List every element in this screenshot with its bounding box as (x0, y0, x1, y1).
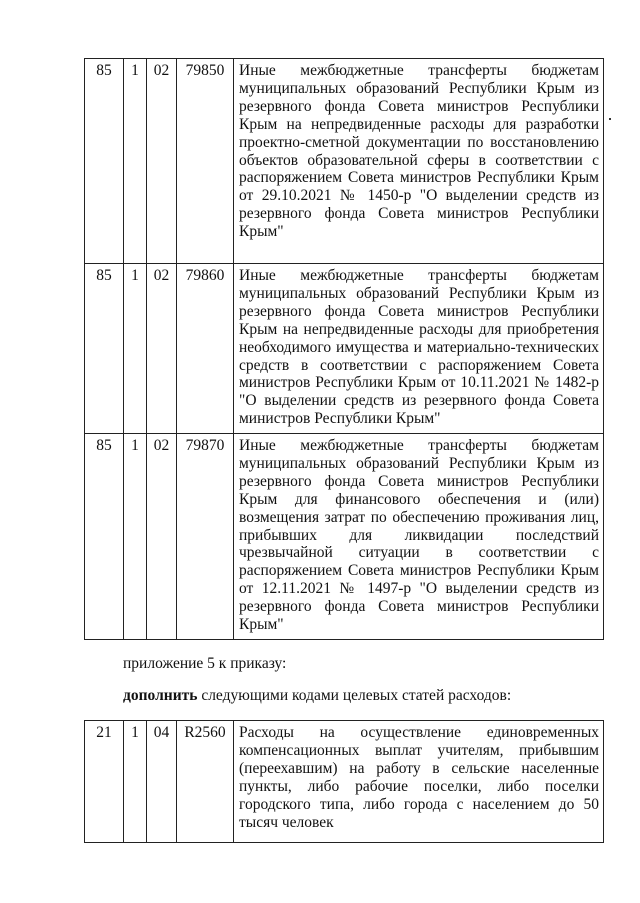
code-cell-3: 02 (147, 59, 177, 264)
code-cell-3: 04 (147, 721, 177, 843)
table-row (85, 59, 604, 264)
instruction-note (123, 687, 511, 705)
code-cell-2: 1 (124, 59, 147, 264)
code-cell-4: 79870 (177, 434, 234, 640)
code-cell-4: 79850 (177, 59, 234, 264)
table-row (85, 434, 604, 640)
table-row (85, 721, 604, 843)
instruction-bold: дополнить (123, 687, 198, 704)
code-cell-2: 1 (124, 434, 147, 640)
code-cell-1: 85 (85, 59, 124, 264)
code-cell-2: 1 (124, 721, 147, 843)
scan-speck (609, 118, 611, 120)
budget-codes-table-1 (84, 58, 604, 640)
code-cell-1: 21 (85, 721, 124, 843)
description-cell: Иные межбюджетные трансферты бюджетам муниципальных образований Республики Крым из резервного фонда Совета министров Республики Крым на непредвиденные расходы для приобретения необходимого имущества и материально-технических средств в соответствии с распоряжением Совета министров Республики Крым от 10.11.2021 № 1482-р "О выделении средств из резервного фонда Совета министров Республики Крым" (234, 264, 604, 434)
appendix-note: приложение 5 к приказу: (123, 655, 287, 672)
description-cell: Расходы на осуществление единовременных компенсационных выплат учителям, прибывшим (переехавшим) на работу в сельские населенные пункты, либо рабочие поселки, либо поселки городского типа, либо города с населением до 50 тысяч человек (234, 721, 604, 843)
budget-codes-table-2 (84, 720, 604, 843)
code-cell-1: 85 (85, 264, 124, 434)
instruction-rest: следующими кодами целевых статей расходов: (197, 687, 512, 704)
code-cell-2: 1 (124, 264, 147, 434)
description-cell: Иные межбюджетные трансферты бюджетам муниципальных образований Республики Крым из резервного фонда Совета министров Республики Крым на непредвиденные расходы для разработки проектно-сметной документации по восстановлению объектов образовательной сферы в соответствии с распоряжением Совета министров Республики Крым от 29.10.2021 № 1450-р "О выделении средств из резервного фонда Совета министров Республики Крым" (234, 59, 604, 264)
code-cell-3: 02 (147, 434, 177, 640)
code-cell-4: 79860 (177, 264, 234, 434)
code-cell-4: R2560 (177, 721, 234, 843)
table-row (85, 264, 604, 434)
code-cell-3: 02 (147, 264, 177, 434)
description-cell: Иные межбюджетные трансферты бюджетам муниципальных образований Республики Крым из резервного фонда Совета министров Республики Крым для финансового обеспечения и (или) возмещения затрат по обеспечению проживания лиц, прибывших для ликвидации последствий чрезвычайной ситуации в соответствии с распоряжением Совета министров Республики Крым от 12.11.2021 № 1497-р "О выделении средств из резервного фонда Совета министров Республики Крым" (234, 434, 604, 640)
code-cell-1: 85 (85, 434, 124, 640)
